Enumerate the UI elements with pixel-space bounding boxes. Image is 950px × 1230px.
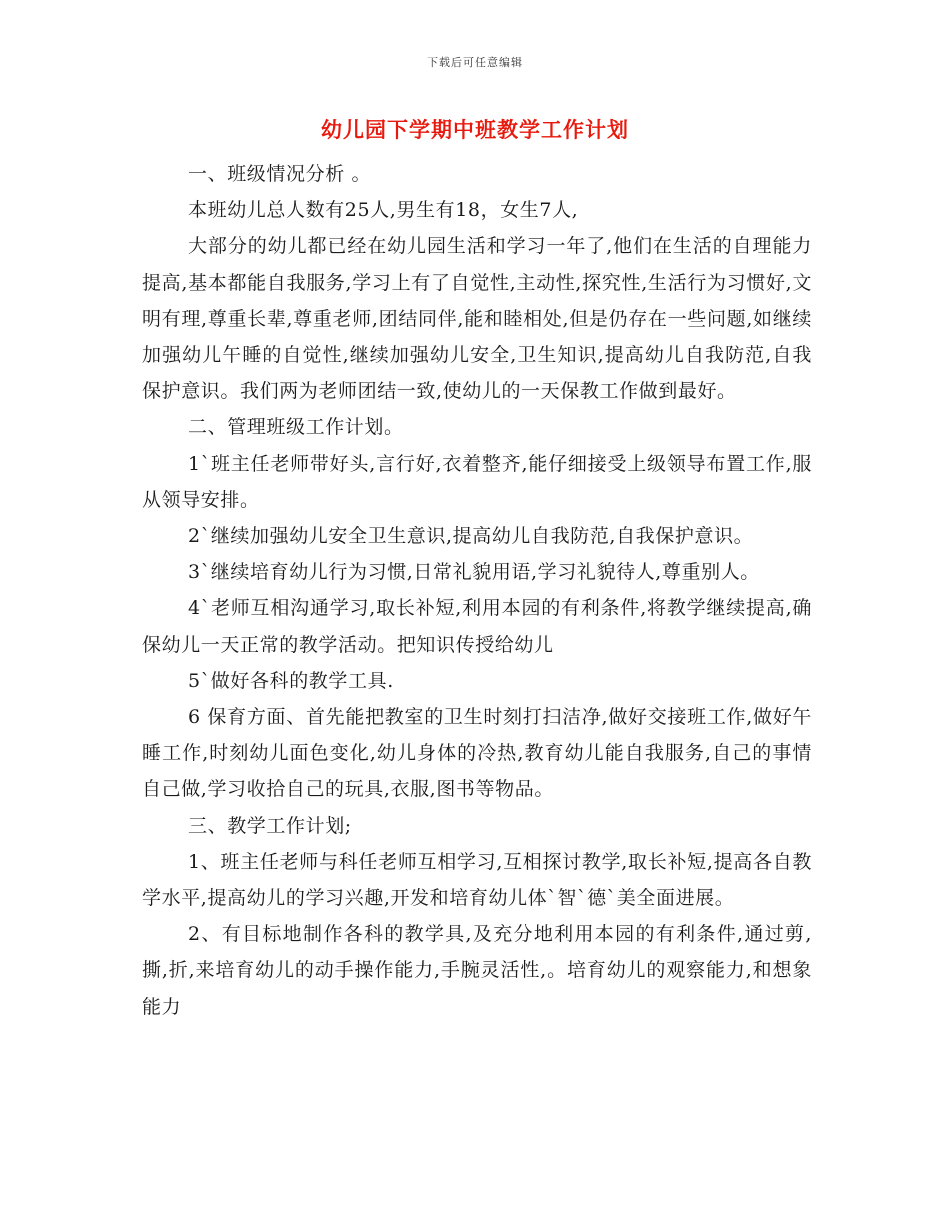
list-item: 5`做好各科的教学工具.: [188, 669, 394, 692]
list-item: 4`老师互相沟通学习,取长补短,利用本园的有利条件,将教学继续提高,确保幼儿一天正常的教学活动。把知识传授给幼儿: [142, 597, 812, 656]
paragraph: 本班幼儿总人数有25人,男生有18，女生7人,: [188, 199, 579, 222]
list-item: 2`继续加强幼儿安全卫生意识,提高幼儿自我防范,自我保护意识。: [188, 525, 754, 548]
document-body: [142, 156, 812, 1025]
page-header-note: 下载后可任意编辑: [427, 56, 523, 69]
list-item: 2、有目标地制作各科的教学具,及充分地利用本园的有利条件,通过剪,撕,折,来培育幼儿的动手操作能力,手腕灵活性,。培育幼儿的观察能力,和想象能力: [142, 923, 812, 1018]
section-heading: 二、管理班级工作计划。: [188, 416, 404, 439]
list-item: 1`班主任老师带好头,言行好,衣着整齐,能仔细接受上级领导布置工作,服从领导安排。: [142, 452, 812, 511]
list-item: 3`继续培育幼儿行为习惯,日常礼貌用语,学习礼貌待人,尊重别人。: [188, 561, 760, 584]
section-heading: 三、教学工作计划;: [188, 814, 352, 837]
list-item: 6 保育方面、首先能把教室的卫生时刻打扫洁净,做好交接班工作,做好午睡工作,时刻幼儿面色变化,幼儿身体的冷热,教育幼儿能自我服务,自己的事情自己做,学习收拾自己的玩具,衣服,图书等物品。: [142, 706, 812, 801]
section-heading: 一、班级情况分析 。: [188, 163, 372, 185]
list-item: 1、班主任老师与科任老师互相学习,互相探讨教学,取长补短,提高各自教学水平,提高幼儿的学习兴趣,开发和培育幼儿体`智`德`美全面进展。: [142, 850, 812, 910]
document-title: 幼儿园下学期中班教学工作计划: [321, 117, 629, 142]
paragraph: 大部分的幼儿都已经在幼儿园生活和学习一年了,他们在生活的自理能力提高,基本都能自我服务,学习上有了自觉性,主动性,探究性,生活行为习惯好,文明有理,尊重长辈,尊重老师,团结同伴,能和睦相处,但是仍存在一些问题,如继续加强幼儿午睡的自觉性,继续加强幼儿安全,卫生知识,提高幼儿自我防范,自我保护意识。我们两为老师团结一致,使幼儿的一天保教工作做到最好。: [142, 235, 812, 403]
